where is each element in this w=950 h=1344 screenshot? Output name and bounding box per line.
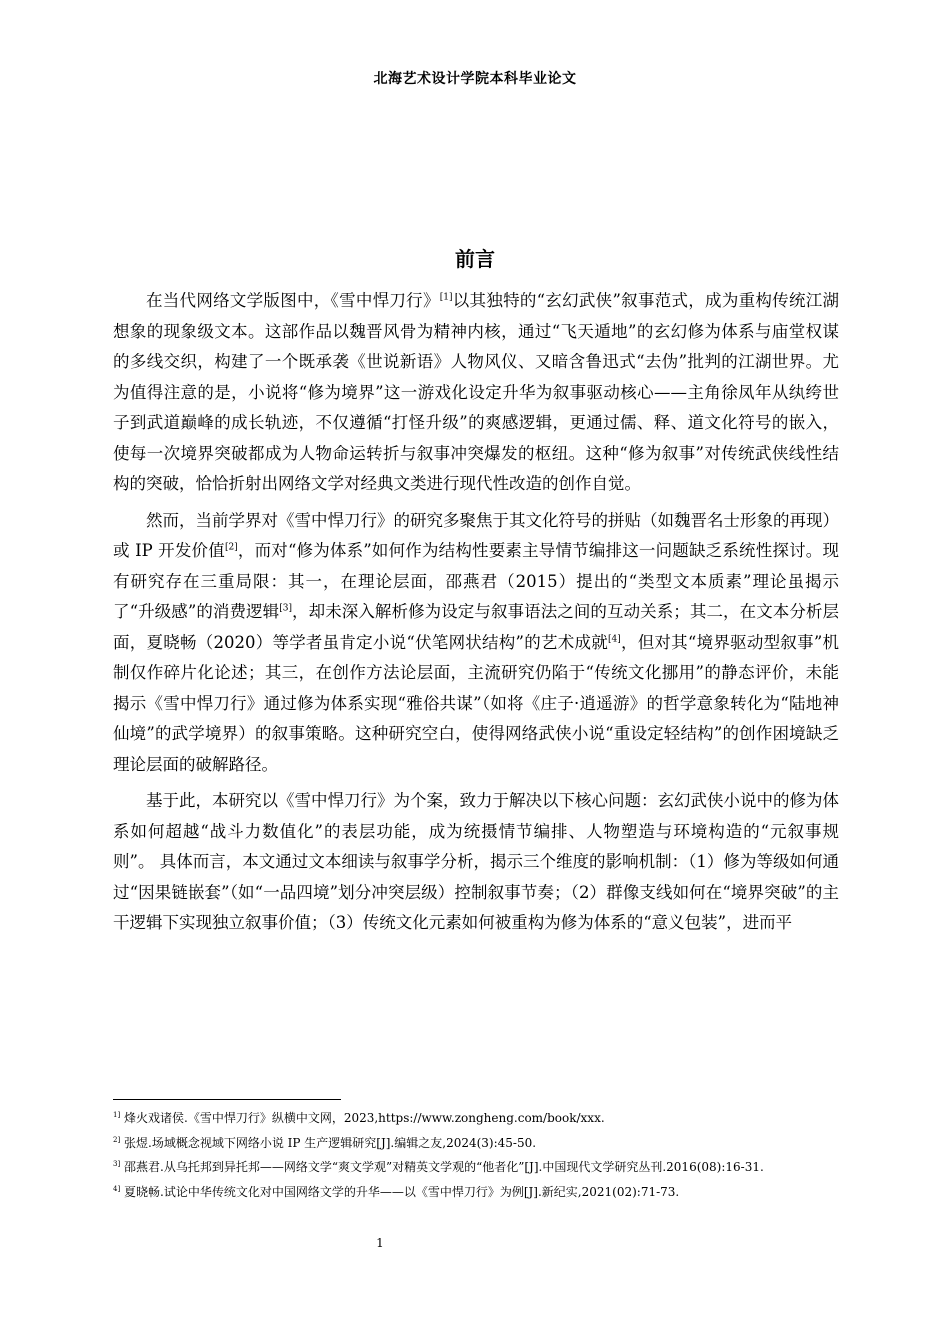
footnote-2 (113, 1131, 839, 1156)
text-segment: 基于此，本研究以《雪中悍刀行》为个案，致力于解决以下核心问题：玄幻武侠小说中的修为体系如何超越“战斗力数值化”的表层功能，成为统摄情节编排、人物塑造与环境构造的“元叙事规则”。 具体而言，本文通过文本细读与叙事学分析，揭示三个维度的影响机制：（1）修为等级如何通过“因果链嵌套”（如“一品四境”划分冲突层级）控制叙事节奏；（2）群像支线如何在“境界突破”的主干逻辑下实现独立叙事价值；（3）传统文化元素如何被重构为修为体系的“意义包装”，进而平 (113, 791, 839, 932)
citation-mark: [3] (279, 603, 292, 614)
citation-mark: [2] (224, 542, 238, 553)
section-title: 前言 (455, 247, 495, 271)
text-segment: ，却未深入解析修为设定与叙事语法之间的互动关系；其二，在文本分析层面，夏晓畅（2020）等学者虽肯定小说“伏笔网状结构”的艺术成就 (113, 602, 840, 652)
page-header: 北海艺术设计学院本科毕业论文 (373, 71, 577, 87)
text-segment: 然而，当前学界对《雪中悍刀行》的研究多聚焦于其文化符号的拼贴（如魏晋名士形象的再现）或 IP 开发价值 (113, 510, 839, 560)
footnote-4 (113, 1180, 839, 1205)
footnotes (113, 1106, 839, 1204)
paragraph-2 (113, 506, 839, 781)
citation-mark: [1] (439, 292, 453, 303)
paragraph-1 (113, 286, 839, 500)
text-segment: 以其独特的“玄幻武侠”叙事范式，成为重构传统江湖想象的现象级文本。这部作品以魏晋风骨为精神内核，通过“飞天遁地”的玄幻修为体系与庙堂权谋的多线交织，构建了一个既承袭《世说新语》人物风仪、又暗含鲁迅式“去伪”批判的江湖世界。尤为值得注意的是，小说将“修为境界”这一游戏化设定升华为叙事驱动核心——主角徐凤年从纨绔世子到武道巅峰的成长轨迹，不仅遵循“打怪升级”的爽感逻辑，更通过儒、释、道文化符号的嵌入，使每一次境界突破都成为人物命运转折与叙事冲突爆发的枢纽。这种“修为叙事”对传统武侠线性结构的突破，恰恰折射出网络文学对经典文类进行现代性改造的创作自觉。 (113, 291, 839, 493)
footnote-3 (113, 1155, 839, 1180)
citation-mark: [4] (607, 634, 621, 644)
page-number: 1 (376, 1236, 384, 1250)
footnote-text: 夏晓畅.试论中华传统文化对中国网络文学的升华——以《雪中悍刀行》为例[J].新纪实,2021(02):71-73. (120, 1184, 680, 1199)
text-segment: ，但对其“境界驱动型叙事”机制仅作碎片化论述；其三，在创作方法论层面，主流研究仍陷于“传统文化挪用”的静态评价，未能揭示《雪中悍刀行》通过修为体系实现“雅俗共谋”（如将《庄子·逍遥游》的哲学意象转化为“陆地神仙境”的武学境界）的叙事策略。这种研究空白，使得网络武侠小说“重设定轻结构”的创作困境缺乏理论层面的破解路径。 (113, 632, 839, 774)
body-text (113, 286, 839, 945)
footnote-mark: 2] (113, 1135, 121, 1144)
text-segment: 在当代网络文学版图中，《雪中悍刀行》 (146, 291, 440, 310)
footnote-mark: 1] (113, 1111, 121, 1119)
footnote-1 (113, 1106, 839, 1131)
footnote-text: 张煜.场域概念视域下网络小说 IP 生产逻辑研究[J].编辑之友,2024(3):45-50. (120, 1135, 537, 1150)
footnote-text: 烽火戏诸侯.《雪中悍刀行》纵横中文网，2023,https://www.zongheng.com/book/xxx. (120, 1111, 605, 1125)
footnote-text: 邵燕君.从乌托邦到异托邦——网络文学“爽文学观”对精英文学观的“他者化”[J].中国现代文学研究丛刊.2016(08):16-31. (120, 1160, 764, 1174)
footnote-separator (113, 1099, 341, 1100)
text-segment: ，而对“修为体系”如何作为结构性要素主导情节编排这一问题缺乏系统性探讨。现有研究存在三重局限：其一，在理论层面，邵燕君（2015）提出的“类型文本质素”理论虽揭示了“升级感”的消费逻辑 (113, 541, 839, 621)
footnote-mark: 4] (113, 1184, 121, 1193)
footnote-mark: 3] (113, 1160, 121, 1168)
paragraph-3 (113, 786, 839, 939)
